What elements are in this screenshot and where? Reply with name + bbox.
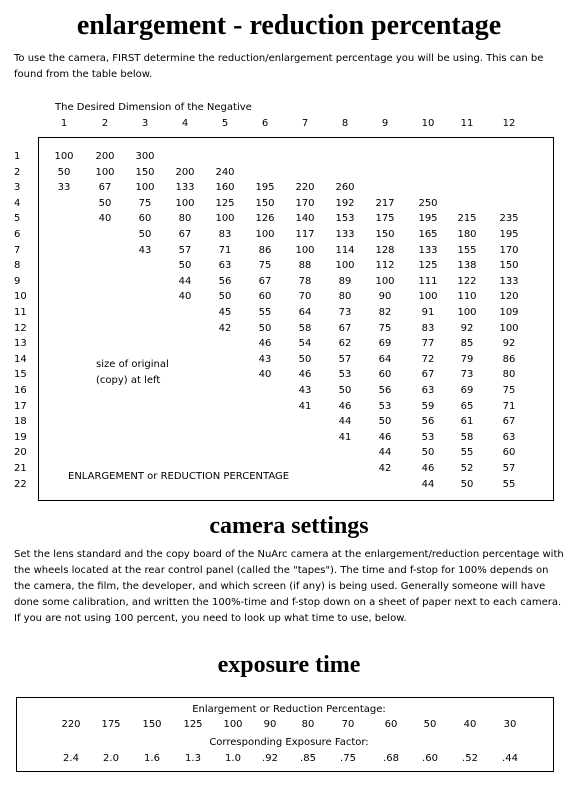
exposure-time-title: exposure time: [217, 652, 361, 678]
table-cell: 165: [418, 229, 438, 240]
table-cell: 45: [218, 307, 232, 318]
table-cell: 43: [298, 385, 312, 396]
table-cell: 46: [338, 400, 352, 412]
table-cell: 111: [418, 275, 438, 287]
table-cell: 240: [215, 166, 235, 178]
table-cell: 120: [499, 291, 519, 303]
table-cell: 92: [502, 338, 516, 350]
table-cell: 58: [460, 431, 474, 443]
exposure-factor-cell: .75: [340, 753, 356, 764]
table-cell: 73: [338, 307, 352, 318]
column-header: 6: [261, 118, 269, 129]
table-cell: 60: [258, 291, 272, 303]
table-cell: 65: [460, 400, 474, 412]
table-cell: 100: [295, 244, 315, 256]
table-cell: 109: [499, 307, 519, 318]
table-cell: 100: [457, 307, 477, 318]
table-cell: 60: [378, 369, 392, 381]
table-cell: 170: [295, 197, 315, 209]
table-cell: 72: [421, 353, 435, 365]
table-cell: 235: [499, 213, 519, 225]
table-cell: 63: [218, 260, 232, 272]
exposure-factor-cell: .85: [300, 753, 316, 764]
intro-text: To use the camera, FIRST determine the reduction/enlargement percentage you will be using. This can be found from the table below.: [14, 53, 544, 80]
table-cell: 100: [499, 322, 519, 334]
table-cell: 57: [178, 244, 192, 256]
table-cell: 55: [502, 478, 516, 490]
column-header: 10: [421, 118, 435, 129]
table-cell: 125: [418, 260, 438, 272]
table-cell: 40: [178, 291, 192, 303]
table-cell: 75: [138, 197, 152, 209]
table-cell: 92: [460, 322, 474, 334]
table-cell: 46: [421, 463, 435, 474]
page-title: enlargement - reduction percentage: [76, 10, 502, 41]
row-label: 13: [14, 338, 27, 350]
row-label: 14: [14, 353, 27, 365]
table-cell: 100: [215, 213, 235, 225]
row-label: 6: [14, 229, 21, 240]
exposure-percentage-cell: 100: [223, 719, 243, 730]
exposure-percentage-cell: 90: [263, 719, 277, 730]
table-cell: 41: [338, 431, 352, 443]
row-label: 8: [14, 260, 21, 272]
table-cell: 195: [499, 229, 519, 240]
table-cell: 50: [421, 447, 435, 459]
table-cell: 73: [460, 369, 474, 381]
column-header: 7: [301, 118, 309, 129]
table-cell: 79: [460, 353, 474, 365]
table-cell: 42: [378, 463, 392, 474]
table-cell: 170: [499, 244, 519, 256]
table-cell: 88: [298, 260, 312, 272]
row-label: 10: [14, 291, 27, 303]
table-cell: 150: [375, 229, 395, 240]
row-label: 11: [14, 307, 27, 318]
table-cell: 100: [95, 166, 115, 178]
table-cell: 150: [135, 166, 155, 178]
row-label: 18: [14, 416, 27, 428]
table-cell: 50: [258, 322, 272, 334]
table-cell: 83: [421, 322, 435, 334]
table-cell: 128: [375, 244, 395, 256]
exposure-factor-cell: .52: [462, 753, 478, 764]
table-cell: 53: [378, 400, 392, 412]
table-cell: 50: [57, 166, 71, 178]
table-cell: 133: [335, 229, 355, 240]
table-cell: 61: [460, 416, 474, 428]
table-cell: 153: [335, 213, 355, 225]
table-cell: 56: [378, 385, 392, 396]
table-cell: 195: [255, 182, 275, 194]
table-cell: 46: [298, 369, 312, 381]
table-cell: 44: [178, 275, 192, 287]
column-header: 3: [141, 118, 149, 129]
exposure-percentage-cell: 175: [101, 719, 121, 730]
row-label: 7: [14, 244, 21, 256]
table-note-line2: (copy) at left: [96, 375, 161, 386]
table-cell: 133: [499, 275, 519, 287]
table-header-label: The Desired Dimension of the Negative: [55, 102, 252, 113]
exposure-factor-cell: .60: [422, 753, 438, 764]
table-cell: 100: [54, 151, 74, 162]
table-cell: 40: [98, 213, 112, 225]
row-label: 16: [14, 385, 27, 396]
row-label: 2: [14, 166, 21, 178]
table-cell: 55: [258, 307, 272, 318]
table-cell: 54: [298, 338, 312, 350]
exposure-percentage-cell: 30: [503, 719, 517, 730]
table-cell: 71: [218, 244, 232, 256]
table-cell: 83: [218, 229, 232, 240]
table-cell: 90: [378, 291, 392, 303]
table-cell: 63: [421, 385, 435, 396]
table-cell: 46: [378, 431, 392, 443]
column-header: 4: [181, 118, 189, 129]
table-cell: 100: [335, 260, 355, 272]
table-cell: 125: [215, 197, 235, 209]
table-cell: 150: [255, 197, 275, 209]
table-cell: 44: [378, 447, 392, 459]
table-cell: 100: [418, 291, 438, 303]
table-cell: 75: [502, 385, 516, 396]
column-header: 9: [381, 118, 389, 129]
table-cell: 82: [378, 307, 392, 318]
table-cell: 138: [457, 260, 477, 272]
column-header: 11: [460, 118, 474, 129]
row-label: 21: [14, 463, 27, 474]
exposure-factor-cell: 1.3: [185, 753, 201, 764]
table-cell: 80: [338, 291, 352, 303]
table-cell: 44: [421, 478, 435, 490]
exposure-percentage-cell: 70: [341, 719, 355, 730]
table-cell: 150: [499, 260, 519, 272]
table-cell: 100: [375, 275, 395, 287]
table-cell: 114: [335, 244, 355, 256]
table-cell: 260: [335, 182, 355, 194]
table-cell: 50: [218, 291, 232, 303]
table-cell: 69: [460, 385, 474, 396]
exposure-percentage-cell: 150: [142, 719, 162, 730]
row-label: 12: [14, 322, 27, 334]
table-cell: 43: [258, 353, 272, 365]
row-label: 5: [14, 213, 21, 225]
table-cell: 63: [502, 431, 516, 443]
table-cell: 50: [178, 260, 192, 272]
table-cell: 53: [421, 431, 435, 443]
table-cell: 50: [460, 478, 474, 490]
table-cell: 70: [298, 291, 312, 303]
table-cell: 200: [95, 151, 115, 162]
table-cell: 52: [460, 463, 474, 474]
table-cell: 53: [338, 369, 352, 381]
table-cell: 55: [460, 447, 474, 459]
table-cell: 140: [295, 213, 315, 225]
table-cell: 89: [338, 275, 352, 287]
table-cell: 192: [335, 197, 355, 209]
table-cell: 100: [175, 197, 195, 209]
table-cell: 77: [421, 338, 435, 350]
table-cell: 217: [375, 197, 395, 209]
table-cell: 110: [457, 291, 477, 303]
exposure-percentage-cell: 60: [384, 719, 398, 730]
table-cell: 133: [175, 182, 195, 194]
column-header: 5: [221, 118, 229, 129]
table-cell: 220: [295, 182, 315, 194]
table-cell: 67: [98, 182, 112, 194]
table-cell: 71: [502, 400, 516, 412]
exposure-factor-cell: 1.6: [144, 753, 160, 764]
exposure-factor-cell: .68: [383, 753, 399, 764]
table-cell: 50: [98, 197, 112, 209]
table-cell: 78: [298, 275, 312, 287]
table-cell: 64: [378, 353, 392, 365]
table-cell: 67: [502, 416, 516, 428]
table-cell: 117: [295, 229, 315, 240]
table-cell: 41: [298, 400, 312, 412]
table-cell: 60: [502, 447, 516, 459]
exposure-factor-cell: 2.4: [63, 753, 79, 764]
table-cell: 43: [138, 244, 152, 256]
column-header: 1: [60, 118, 68, 129]
camera-settings-title: camera settings: [209, 513, 369, 539]
table-cell: 80: [178, 213, 192, 225]
table-cell: 133: [418, 244, 438, 256]
table-cell: 300: [135, 151, 155, 162]
row-label: 1: [14, 151, 21, 162]
table-cell: 57: [338, 353, 352, 365]
exposure-label-factor: Corresponding Exposure Factor:: [209, 737, 369, 748]
table-cell: 122: [457, 275, 477, 287]
table-cell: 80: [502, 369, 516, 381]
table-cell: 86: [258, 244, 272, 256]
table-cell: 44: [338, 416, 352, 428]
table-cell: 56: [421, 416, 435, 428]
table-cell: 160: [215, 182, 235, 194]
table-footer-label: ENLARGEMENT or REDUCTION PERCENTAGE: [68, 471, 290, 482]
table-cell: 155: [457, 244, 477, 256]
table-cell: 250: [418, 197, 438, 209]
table-cell: 86: [502, 353, 516, 365]
row-label: 17: [14, 400, 27, 412]
table-cell: 195: [418, 213, 438, 225]
row-label: 9: [14, 275, 21, 287]
table-cell: 85: [460, 338, 474, 350]
table-cell: 40: [258, 369, 272, 381]
column-header: 8: [341, 118, 349, 129]
table-cell: 33: [57, 182, 71, 194]
table-cell: 59: [421, 400, 435, 412]
table-cell: 57: [502, 463, 516, 474]
exposure-percentage-cell: 80: [301, 719, 315, 730]
table-cell: 46: [258, 338, 272, 350]
table-cell: 64: [298, 307, 312, 318]
table-cell: 67: [338, 322, 352, 334]
table-cell: 67: [258, 275, 272, 287]
table-cell: 50: [138, 229, 152, 240]
table-cell: 62: [338, 338, 352, 350]
row-label: 3: [14, 182, 21, 194]
table-cell: 75: [378, 322, 392, 334]
column-header: 12: [502, 118, 516, 129]
row-label: 15: [14, 369, 27, 381]
table-cell: 215: [457, 213, 477, 225]
table-cell: 180: [457, 229, 477, 240]
table-cell: 58: [298, 322, 312, 334]
table-cell: 175: [375, 213, 395, 225]
column-header: 2: [101, 118, 109, 129]
table-cell: 100: [135, 182, 155, 194]
table-cell: 126: [255, 213, 275, 225]
camera-settings-text: Set the lens standard and the copy board of the NuArc camera at the enlargement/reduction percentage with the wheels located at the rear control panel (called the "tapes"). The time and f-stop for 100% depends on the camera, the film, the developer, and which screen (if any) is being used. Generally someone will have done some calibration, and written the 100%-time and f-stop down on a sheet of paper next to each camera. If you are not using 100 percent, you need to look up what time to use, below.: [14, 549, 564, 624]
table-cell: 60: [138, 213, 152, 225]
table-cell: 75: [258, 260, 272, 272]
table-cell: 69: [378, 338, 392, 350]
table-cell: 56: [218, 275, 232, 287]
row-label: 20: [14, 447, 27, 459]
exposure-percentage-cell: 50: [423, 719, 437, 730]
table-cell: 91: [421, 307, 435, 318]
exposure-label-percentage: Enlargement or Reduction Percentage:: [192, 704, 386, 715]
row-label: 4: [14, 197, 21, 209]
row-label: 22: [14, 478, 27, 490]
exposure-factor-cell: .92: [262, 753, 278, 764]
table-cell: 67: [421, 369, 435, 381]
exposure-factor-cell: .44: [502, 753, 518, 764]
exposure-percentage-cell: 40: [463, 719, 477, 730]
exposure-percentage-cell: 220: [61, 719, 81, 730]
table-cell: 112: [375, 260, 395, 272]
table-cell: 200: [175, 166, 195, 178]
table-cell: 100: [255, 229, 275, 240]
table-cell: 50: [298, 353, 312, 365]
exposure-factor-cell: 1.0: [225, 753, 241, 764]
table-cell: 50: [338, 385, 352, 396]
table-cell: 67: [178, 229, 192, 240]
table-cell: 42: [218, 322, 232, 334]
table-note-line1: size of original: [96, 359, 169, 370]
row-label: 19: [14, 431, 27, 443]
exposure-percentage-cell: 125: [183, 719, 203, 730]
exposure-factor-cell: 2.0: [103, 753, 119, 764]
table-cell: 50: [378, 416, 392, 428]
